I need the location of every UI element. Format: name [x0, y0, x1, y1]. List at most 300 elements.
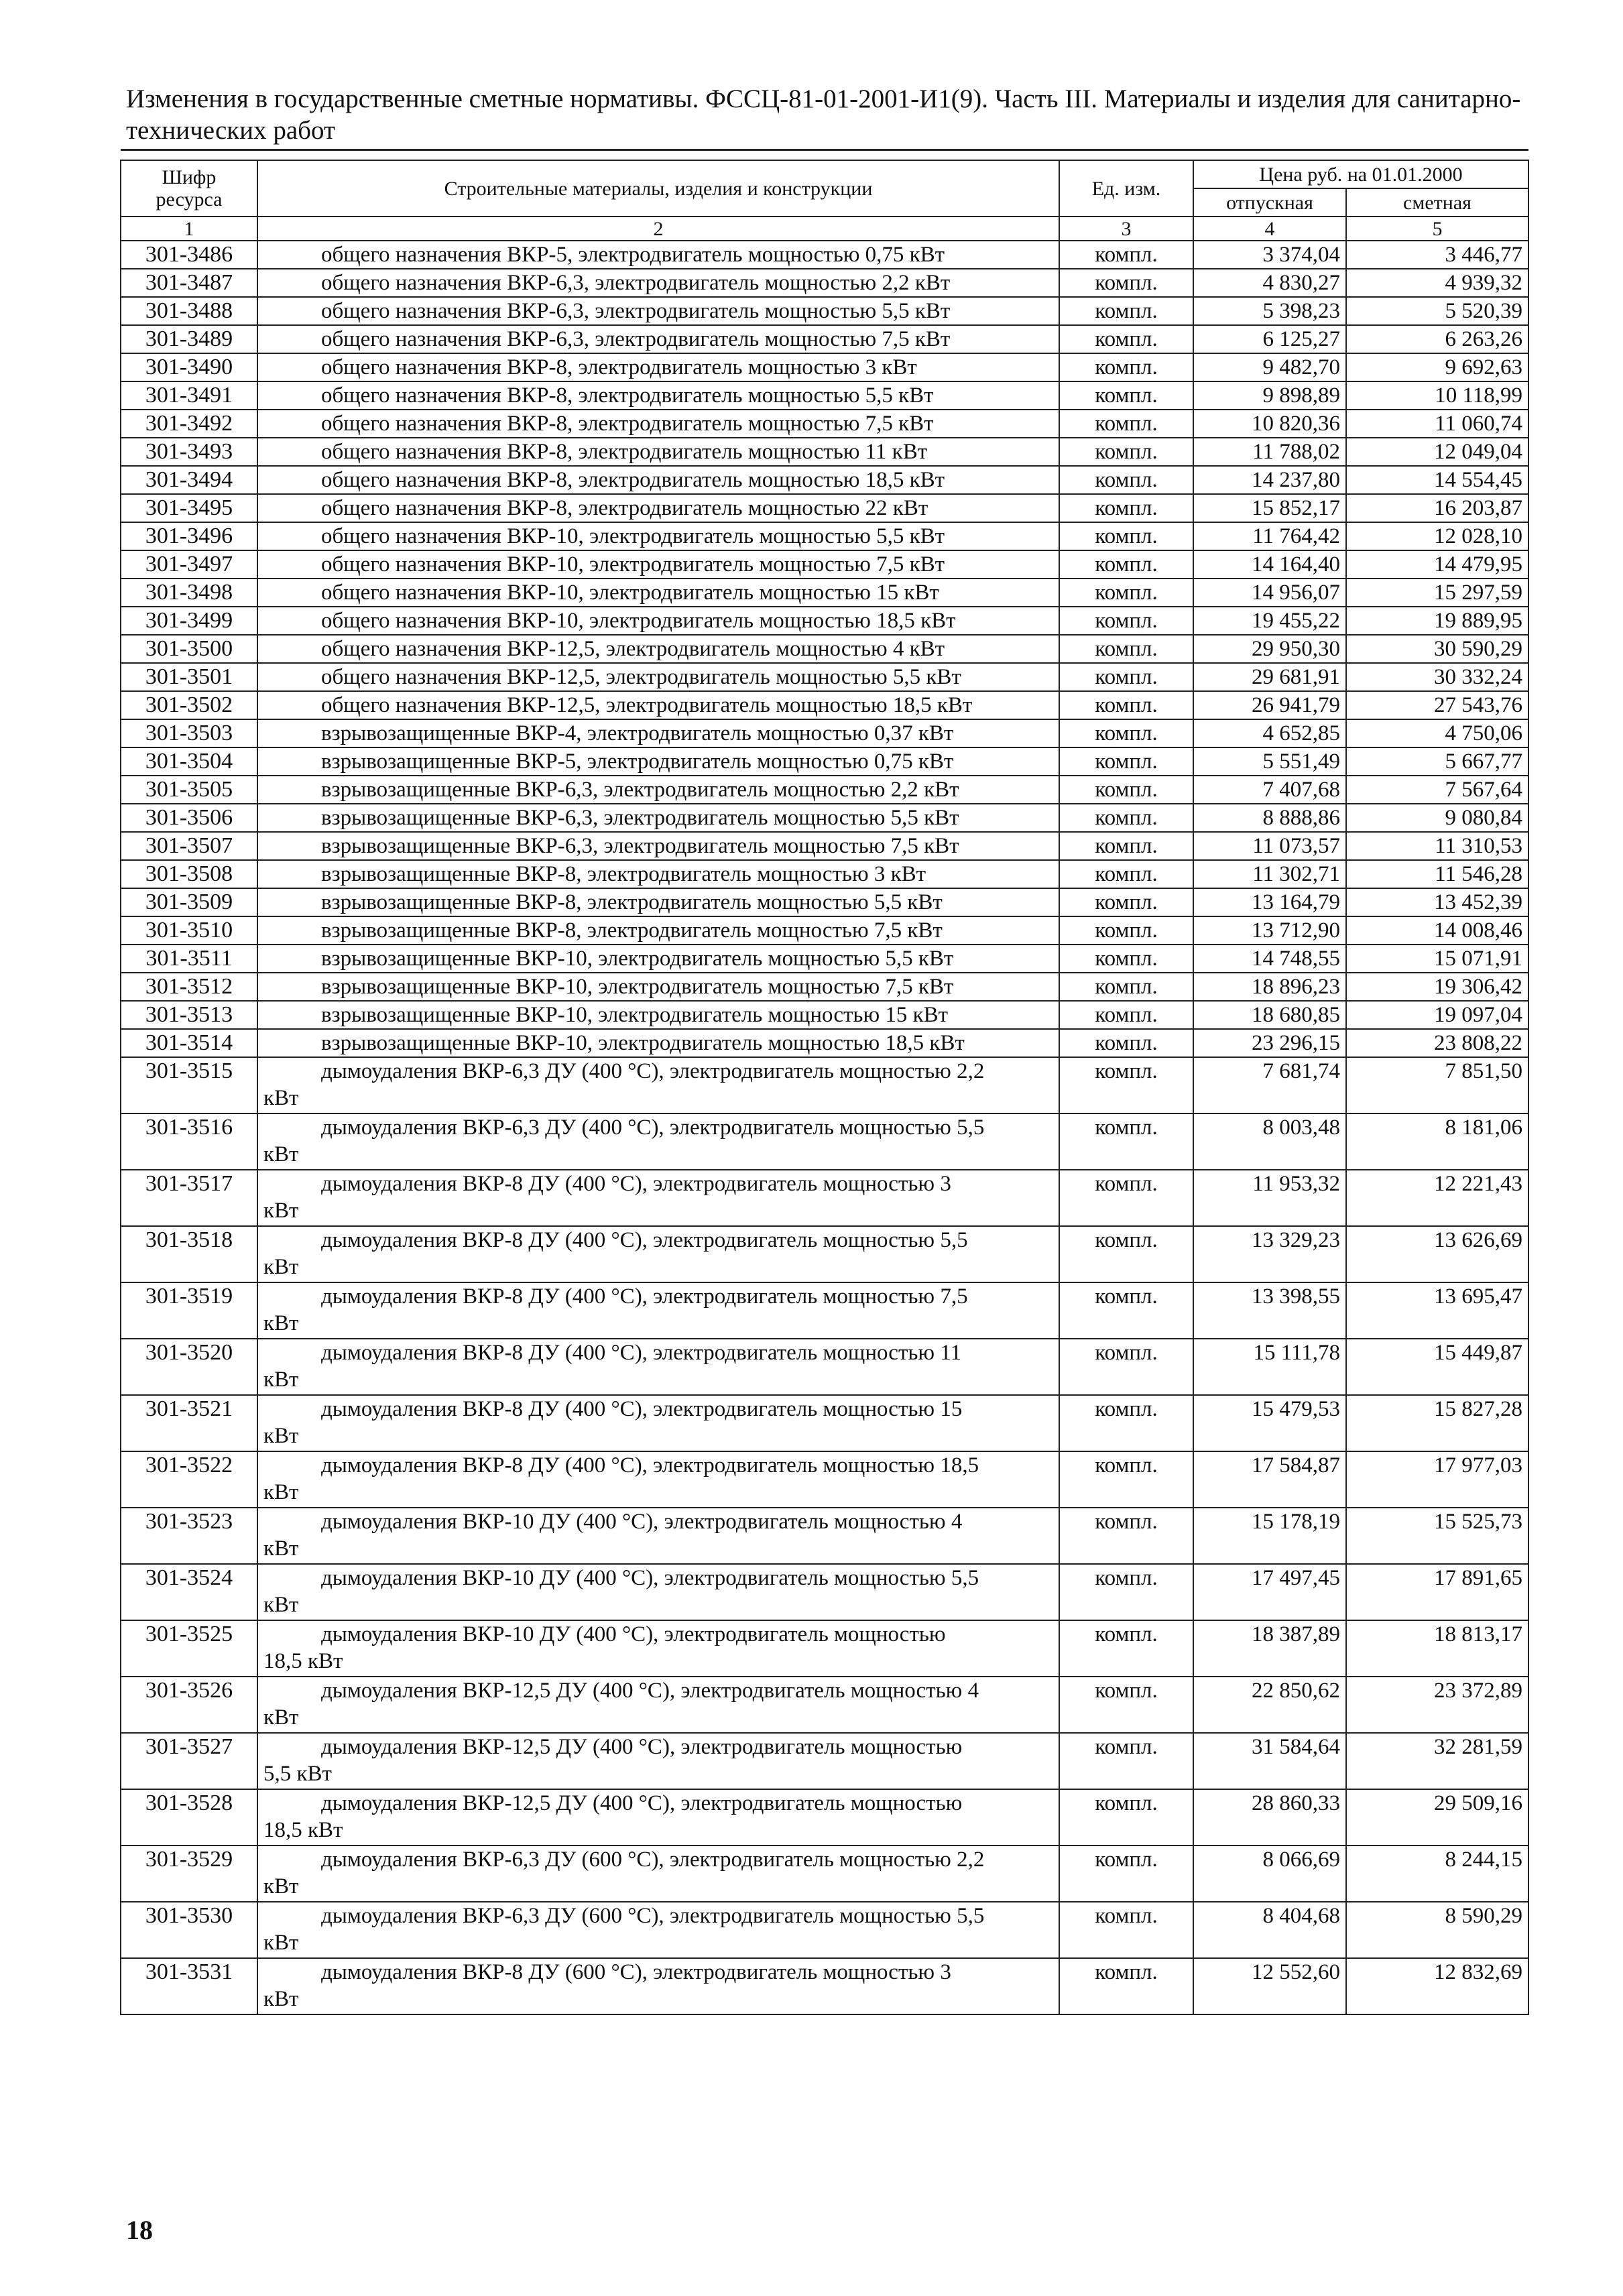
description-text: взрывозащищенные ВКР-6,3, электродвигатель мощностью 7,5 кВт: [321, 834, 959, 858]
description-text: общего назначения ВКР-6,3, электродвигатель мощностью 7,5 кВт: [321, 327, 951, 351]
resource-code-cell: 301-3524: [121, 1564, 257, 1620]
table-row: [121, 1789, 1528, 1846]
unit-cell: компл.: [1059, 1733, 1193, 1789]
release-price-cell: 11 073,57: [1193, 832, 1346, 860]
table-row: [121, 1451, 1528, 1508]
unit-cell: компл.: [1059, 438, 1193, 466]
description-cell: [257, 1113, 1059, 1170]
description-cell: [257, 353, 1059, 381]
estimate-price-cell: 8 181,06: [1346, 1113, 1528, 1170]
resource-code-cell: 301-3517: [121, 1170, 257, 1226]
estimate-price-cell: 8 244,15: [1346, 1846, 1528, 1902]
estimate-price-cell: 8 590,29: [1346, 1902, 1528, 1958]
estimate-price-cell: 23 808,22: [1346, 1029, 1528, 1057]
description-text: дымоудаления ВКР-10 ДУ (400 °С), электродвигатель мощностью 5,5: [321, 1566, 979, 1590]
estimate-price-cell: 18 813,17: [1346, 1620, 1528, 1677]
table-row: [121, 691, 1528, 719]
description-continuation: кВт: [263, 1086, 299, 1110]
unit-cell: компл.: [1059, 1395, 1193, 1451]
resource-code-cell: 301-3492: [121, 410, 257, 438]
description-text: дымоудаления ВКР-12,5 ДУ (400 °С), электродвигатель мощностью 4: [321, 1679, 979, 1703]
resource-code-cell: 301-3498: [121, 579, 257, 607]
unit-cell: компл.: [1059, 325, 1193, 353]
description-text: дымоудаления ВКР-8 ДУ (400 °С), электродвигатель мощностью 5,5: [321, 1228, 968, 1252]
description-cell: [257, 410, 1059, 438]
release-price-cell: 9 898,89: [1193, 381, 1346, 410]
unit-cell: компл.: [1059, 241, 1193, 269]
price-table: [120, 160, 1529, 2015]
unit-cell: компл.: [1059, 269, 1193, 297]
description-text: взрывозащищенные ВКР-10, электродвигатель мощностью 7,5 кВт: [321, 975, 954, 999]
estimate-price-cell: 9 080,84: [1346, 804, 1528, 832]
description-text: общего назначения ВКР-6,3, электродвигатель мощностью 5,5 кВт: [321, 299, 951, 323]
release-price-cell: 7 407,68: [1193, 776, 1346, 804]
estimate-price-cell: 15 071,91: [1346, 945, 1528, 973]
release-price-cell: 14 237,80: [1193, 466, 1346, 494]
estimate-price-cell: 30 332,24: [1346, 663, 1528, 691]
resource-code-cell: 301-3493: [121, 438, 257, 466]
description-text: взрывозащищенные ВКР-6,3, электродвигатель мощностью 2,2 кВт: [321, 778, 959, 802]
table-row: [121, 1508, 1528, 1564]
estimate-price-cell: 14 008,46: [1346, 916, 1528, 945]
description-cell: [257, 804, 1059, 832]
description-text: взрывозащищенные ВКР-4, электродвигатель мощностью 0,37 кВт: [321, 721, 954, 745]
estimate-price-cell: 15 297,59: [1346, 579, 1528, 607]
description-cell: [257, 888, 1059, 916]
description-cell: [257, 1958, 1059, 2014]
table-row: [121, 1170, 1528, 1226]
release-price-cell: 29 681,91: [1193, 663, 1346, 691]
resource-code-cell: 301-3495: [121, 494, 257, 522]
estimate-price-cell: 7 851,50: [1346, 1057, 1528, 1113]
table-row: [121, 832, 1528, 860]
unit-cell: компл.: [1059, 522, 1193, 550]
estimate-price-cell: 23 372,89: [1346, 1677, 1528, 1733]
estimate-price-cell: 13 452,39: [1346, 888, 1528, 916]
column-number: 2: [257, 217, 1059, 241]
description-text: взрывозащищенные ВКР-10, электродвигатель мощностью 5,5 кВт: [321, 947, 954, 971]
description-text: общего назначения ВКР-8, электродвигатель мощностью 5,5 кВт: [321, 383, 934, 408]
unit-cell: компл.: [1059, 1846, 1193, 1902]
description-text: дымоудаления ВКР-8 ДУ (400 °С), электродвигатель мощностью 3: [321, 1172, 951, 1196]
description-cell: [257, 325, 1059, 353]
estimate-price-cell: 11 546,28: [1346, 860, 1528, 888]
estimate-price-cell: 13 626,69: [1346, 1226, 1528, 1282]
estimate-price-cell: 15 449,87: [1346, 1339, 1528, 1395]
description-text: общего назначения ВКР-8, электродвигатель мощностью 3 кВт: [321, 355, 917, 379]
description-continuation: кВт: [263, 1199, 299, 1223]
table-row: [121, 1395, 1528, 1451]
release-price-cell: 7 681,74: [1193, 1057, 1346, 1113]
description-text: взрывозащищенные ВКР-8, электродвигатель мощностью 3 кВт: [321, 862, 926, 886]
release-price-cell: 18 387,89: [1193, 1620, 1346, 1677]
unit-cell: компл.: [1059, 691, 1193, 719]
release-price-cell: 4 830,27: [1193, 269, 1346, 297]
description-cell: [257, 1029, 1059, 1057]
estimate-price-cell: 5 520,39: [1346, 297, 1528, 325]
description-cell: [257, 438, 1059, 466]
estimate-price-cell: 30 590,29: [1346, 635, 1528, 663]
resource-code-cell: 301-3520: [121, 1339, 257, 1395]
resource-code-cell: 301-3487: [121, 269, 257, 297]
table-row: [121, 1057, 1528, 1113]
unit-cell: компл.: [1059, 381, 1193, 410]
release-price-cell: 17 497,45: [1193, 1564, 1346, 1620]
description-text: общего назначения ВКР-10, электродвигатель мощностью 15 кВт: [321, 581, 939, 605]
description-cell: [257, 607, 1059, 635]
description-cell: [257, 579, 1059, 607]
table-row: [121, 1733, 1528, 1789]
page-number: 18: [126, 2215, 153, 2245]
unit-cell: компл.: [1059, 747, 1193, 776]
description-continuation: кВт: [263, 1705, 299, 1730]
header-rule: [121, 149, 1528, 151]
column-header-description: Строительные материалы, изделия и конструкции: [257, 160, 1059, 217]
release-price-cell: 8 404,68: [1193, 1902, 1346, 1958]
release-price-cell: 9 482,70: [1193, 353, 1346, 381]
unit-cell: компл.: [1059, 1170, 1193, 1226]
column-header-release-price: отпускная: [1193, 188, 1346, 217]
table-row: [121, 1282, 1528, 1339]
description-continuation: 18,5 кВт: [263, 1818, 343, 1842]
unit-cell: компл.: [1059, 410, 1193, 438]
release-price-cell: 14 748,55: [1193, 945, 1346, 973]
estimate-price-cell: 29 509,16: [1346, 1789, 1528, 1846]
description-cell: [257, 550, 1059, 579]
unit-cell: компл.: [1059, 719, 1193, 747]
table-row: [121, 579, 1528, 607]
description-continuation: кВт: [263, 1142, 299, 1166]
unit-cell: компл.: [1059, 916, 1193, 945]
release-price-cell: 15 479,53: [1193, 1395, 1346, 1451]
table-row: [121, 663, 1528, 691]
description-continuation: кВт: [263, 1311, 299, 1335]
table-row: [121, 1902, 1528, 1958]
unit-cell: компл.: [1059, 776, 1193, 804]
resource-code-cell: 301-3525: [121, 1620, 257, 1677]
table-row: [121, 1677, 1528, 1733]
resource-code-cell: 301-3507: [121, 832, 257, 860]
table-row: [121, 1958, 1528, 2014]
column-header-price: Цена руб. на 01.01.2000: [1193, 160, 1528, 188]
resource-code-cell: 301-3499: [121, 607, 257, 635]
unit-cell: компл.: [1059, 888, 1193, 916]
resource-code-cell: 301-3511: [121, 945, 257, 973]
description-cell: [257, 1902, 1059, 1958]
resource-code-cell: 301-3486: [121, 241, 257, 269]
release-price-cell: 13 329,23: [1193, 1226, 1346, 1282]
description-cell: [257, 1451, 1059, 1508]
description-cell: [257, 691, 1059, 719]
description-cell: [257, 1339, 1059, 1395]
unit-cell: компл.: [1059, 494, 1193, 522]
resource-code-cell: 301-3504: [121, 747, 257, 776]
resource-code-cell: 301-3529: [121, 1846, 257, 1902]
description-cell: [257, 494, 1059, 522]
resource-code-cell: 301-3491: [121, 381, 257, 410]
release-price-cell: 8 066,69: [1193, 1846, 1346, 1902]
table-row: [121, 945, 1528, 973]
description-continuation: кВт: [263, 1593, 299, 1617]
description-text: общего назначения ВКР-8, электродвигатель мощностью 7,5 кВт: [321, 412, 934, 436]
unit-cell: компл.: [1059, 1282, 1193, 1339]
resource-code-cell: 301-3502: [121, 691, 257, 719]
table-row: [121, 522, 1528, 550]
resource-code-cell: 301-3510: [121, 916, 257, 945]
description-cell: [257, 269, 1059, 297]
table-row: [121, 888, 1528, 916]
release-price-cell: 10 820,36: [1193, 410, 1346, 438]
resource-code-cell: 301-3512: [121, 973, 257, 1001]
description-continuation: кВт: [263, 1424, 299, 1448]
description-text: общего назначения ВКР-12,5, электродвигатель мощностью 5,5 кВт: [321, 665, 961, 689]
unit-cell: компл.: [1059, 1789, 1193, 1846]
description-continuation: кВт: [263, 1480, 299, 1504]
release-price-cell: 26 941,79: [1193, 691, 1346, 719]
estimate-price-cell: 7 567,64: [1346, 776, 1528, 804]
resource-code-cell: 301-3505: [121, 776, 257, 804]
resource-code-cell: 301-3506: [121, 804, 257, 832]
description-text: взрывозащищенные ВКР-6,3, электродвигатель мощностью 5,5 кВт: [321, 806, 959, 830]
release-price-cell: 18 896,23: [1193, 973, 1346, 1001]
column-number-row: [121, 217, 1528, 241]
table-row: [121, 494, 1528, 522]
unit-cell: компл.: [1059, 607, 1193, 635]
table-row: [121, 860, 1528, 888]
description-cell: [257, 719, 1059, 747]
description-cell: [257, 522, 1059, 550]
description-text: дымоудаления ВКР-6,3 ДУ (600 °С), электродвигатель мощностью 2,2: [321, 1848, 985, 1872]
table-row: [121, 381, 1528, 410]
release-price-cell: 15 178,19: [1193, 1508, 1346, 1564]
description-text: общего назначения ВКР-8, электродвигатель мощностью 18,5 кВт: [321, 468, 945, 492]
column-number: 4: [1193, 217, 1346, 241]
release-price-cell: 13 398,55: [1193, 1282, 1346, 1339]
release-price-cell: 28 860,33: [1193, 1789, 1346, 1846]
description-text: дымоудаления ВКР-8 ДУ (400 °С), электродвигатель мощностью 7,5: [321, 1284, 968, 1309]
resource-code-cell: 301-3519: [121, 1282, 257, 1339]
column-number: 5: [1346, 217, 1528, 241]
description-cell: [257, 635, 1059, 663]
table-row: [121, 297, 1528, 325]
description-continuation: кВт: [263, 1987, 299, 2011]
table-row: [121, 1113, 1528, 1170]
estimate-price-cell: 11 060,74: [1346, 410, 1528, 438]
estimate-price-cell: 14 554,45: [1346, 466, 1528, 494]
table-row: [121, 1339, 1528, 1395]
description-text: общего назначения ВКР-12,5, электродвигатель мощностью 4 кВт: [321, 637, 945, 661]
unit-cell: компл.: [1059, 1508, 1193, 1564]
resource-code-cell: 301-3531: [121, 1958, 257, 2014]
resource-code-cell: 301-3490: [121, 353, 257, 381]
resource-code-cell: 301-3515: [121, 1057, 257, 1113]
description-text: дымоудаления ВКР-8 ДУ (400 °С), электродвигатель мощностью 11: [321, 1341, 962, 1365]
unit-cell: компл.: [1059, 1451, 1193, 1508]
release-price-cell: 8 003,48: [1193, 1113, 1346, 1170]
estimate-price-cell: 12 221,43: [1346, 1170, 1528, 1226]
unit-cell: компл.: [1059, 1226, 1193, 1282]
description-cell: [257, 241, 1059, 269]
estimate-price-cell: 19 306,42: [1346, 973, 1528, 1001]
description-continuation: 18,5 кВт: [263, 1649, 343, 1673]
release-price-cell: 8 888,86: [1193, 804, 1346, 832]
table-row: [121, 353, 1528, 381]
release-price-cell: 29 950,30: [1193, 635, 1346, 663]
description-cell: [257, 832, 1059, 860]
unit-cell: компл.: [1059, 804, 1193, 832]
unit-cell: компл.: [1059, 635, 1193, 663]
column-number: 1: [121, 217, 257, 241]
resource-code-cell: 301-3513: [121, 1001, 257, 1029]
description-text: общего назначения ВКР-8, электродвигатель мощностью 11 кВт: [321, 440, 928, 464]
description-cell: [257, 381, 1059, 410]
estimate-price-cell: 6 263,26: [1346, 325, 1528, 353]
description-cell: [257, 1733, 1059, 1789]
table-row: [121, 1029, 1528, 1057]
resource-code-cell: 301-3518: [121, 1226, 257, 1282]
unit-cell: компл.: [1059, 1620, 1193, 1677]
description-cell: [257, 1789, 1059, 1846]
description-text: взрывозащищенные ВКР-8, электродвигатель мощностью 5,5 кВт: [321, 890, 943, 914]
resource-code-cell: 301-3500: [121, 635, 257, 663]
description-text: взрывозащищенные ВКР-8, электродвигатель мощностью 7,5 кВт: [321, 918, 943, 943]
page-header: Изменения в государственные сметные нормативы. ФССЦ-81-01-2001-И1(9). Часть III. Материалы и изделия для санитарно-технических работ: [126, 84, 1521, 145]
table-row: [121, 550, 1528, 579]
release-price-cell: 22 850,62: [1193, 1677, 1346, 1733]
unit-cell: компл.: [1059, 860, 1193, 888]
description-text: общего назначения ВКР-6,3, электродвигатель мощностью 2,2 кВт: [321, 271, 951, 295]
description-text: взрывозащищенные ВКР-10, электродвигатель мощностью 15 кВт: [321, 1003, 949, 1027]
description-continuation: кВт: [263, 1536, 299, 1561]
table-row: [121, 635, 1528, 663]
description-text: общего назначения ВКР-12,5, электродвигатель мощностью 18,5 кВт: [321, 693, 973, 717]
description-cell: [257, 663, 1059, 691]
estimate-price-cell: 3 446,77: [1346, 241, 1528, 269]
description-text: общего назначения ВКР-10, электродвигатель мощностью 18,5 кВт: [321, 609, 956, 633]
release-price-cell: 11 764,42: [1193, 522, 1346, 550]
description-text: дымоудаления ВКР-6,3 ДУ (600 °С), электродвигатель мощностью 5,5: [321, 1904, 985, 1928]
table-row: [121, 1001, 1528, 1029]
resource-code-cell: 301-3523: [121, 1508, 257, 1564]
description-text: дымоудаления ВКР-8 ДУ (600 °С), электродвигатель мощностью 3: [321, 1960, 951, 1984]
description-continuation: кВт: [263, 1255, 299, 1279]
unit-cell: компл.: [1059, 579, 1193, 607]
description-continuation: кВт: [263, 1931, 299, 1955]
resource-code-cell: 301-3516: [121, 1113, 257, 1170]
description-cell: [257, 1620, 1059, 1677]
resource-code-cell: 301-3530: [121, 1902, 257, 1958]
resource-code-cell: 301-3501: [121, 663, 257, 691]
release-price-cell: 5 551,49: [1193, 747, 1346, 776]
unit-cell: компл.: [1059, 1029, 1193, 1057]
table-row: [121, 1564, 1528, 1620]
release-price-cell: 14 956,07: [1193, 579, 1346, 607]
estimate-price-cell: 4 939,32: [1346, 269, 1528, 297]
description-cell: [257, 747, 1059, 776]
description-cell: [257, 973, 1059, 1001]
table-row: [121, 1620, 1528, 1677]
description-text: общего назначения ВКР-8, электродвигатель мощностью 22 кВт: [321, 496, 928, 520]
table-row: [121, 973, 1528, 1001]
description-cell: [257, 1057, 1059, 1113]
estimate-price-cell: 14 479,95: [1346, 550, 1528, 579]
release-price-cell: 13 164,79: [1193, 888, 1346, 916]
unit-cell: компл.: [1059, 297, 1193, 325]
unit-cell: компл.: [1059, 1902, 1193, 1958]
release-price-cell: 11 788,02: [1193, 438, 1346, 466]
estimate-price-cell: 12 832,69: [1346, 1958, 1528, 2014]
estimate-price-cell: 4 750,06: [1346, 719, 1528, 747]
description-cell: [257, 297, 1059, 325]
description-text: дымоудаления ВКР-12,5 ДУ (400 °С), электродвигатель мощностью: [321, 1735, 963, 1759]
description-continuation: кВт: [263, 1368, 299, 1392]
column-header-estimate-price: сметная: [1346, 188, 1528, 217]
unit-cell: компл.: [1059, 945, 1193, 973]
table-row: [121, 410, 1528, 438]
release-price-cell: 18 680,85: [1193, 1001, 1346, 1029]
estimate-price-cell: 17 977,03: [1346, 1451, 1528, 1508]
release-price-cell: 23 296,15: [1193, 1029, 1346, 1057]
description-text: общего назначения ВКР-10, электродвигатель мощностью 7,5 кВт: [321, 552, 945, 577]
table-row: [121, 804, 1528, 832]
description-continuation: 5,5 кВт: [263, 1762, 332, 1786]
description-cell: [257, 1395, 1059, 1451]
description-cell: [257, 1170, 1059, 1226]
estimate-price-cell: 12 049,04: [1346, 438, 1528, 466]
unit-cell: компл.: [1059, 550, 1193, 579]
description-continuation: кВт: [263, 1874, 299, 1898]
description-text: дымоудаления ВКР-6,3 ДУ (400 °С), электродвигатель мощностью 5,5: [321, 1115, 985, 1140]
release-price-cell: 13 712,90: [1193, 916, 1346, 945]
unit-cell: компл.: [1059, 1958, 1193, 2014]
estimate-price-cell: 16 203,87: [1346, 494, 1528, 522]
estimate-price-cell: 15 827,28: [1346, 1395, 1528, 1451]
table-row: [121, 1226, 1528, 1282]
table-row: [121, 466, 1528, 494]
unit-cell: компл.: [1059, 353, 1193, 381]
description-cell: [257, 1226, 1059, 1282]
description-text: дымоудаления ВКР-6,3 ДУ (400 °С), электродвигатель мощностью 2,2: [321, 1059, 985, 1083]
resource-code-cell: 301-3522: [121, 1451, 257, 1508]
resource-code-cell: 301-3514: [121, 1029, 257, 1057]
table-row: [121, 719, 1528, 747]
estimate-price-cell: 19 889,95: [1346, 607, 1528, 635]
unit-cell: компл.: [1059, 832, 1193, 860]
description-text: взрывозащищенные ВКР-10, электродвигатель мощностью 18,5 кВт: [321, 1031, 965, 1055]
description-text: дымоудаления ВКР-12,5 ДУ (400 °С), электродвигатель мощностью: [321, 1791, 963, 1815]
resource-code-cell: 301-3509: [121, 888, 257, 916]
table-row: [121, 1846, 1528, 1902]
release-price-cell: 19 455,22: [1193, 607, 1346, 635]
estimate-price-cell: 9 692,63: [1346, 353, 1528, 381]
resource-code-cell: 301-3497: [121, 550, 257, 579]
resource-code-cell: 301-3521: [121, 1395, 257, 1451]
release-price-cell: 17 584,87: [1193, 1451, 1346, 1508]
column-number: 3: [1059, 217, 1193, 241]
unit-cell: компл.: [1059, 1339, 1193, 1395]
description-text: общего назначения ВКР-10, электродвигатель мощностью 5,5 кВт: [321, 524, 945, 548]
description-text: дымоудаления ВКР-8 ДУ (400 °С), электродвигатель мощностью 15: [321, 1397, 963, 1421]
release-price-cell: 14 164,40: [1193, 550, 1346, 579]
column-header-unit: Ед. изм.: [1059, 160, 1193, 217]
estimate-price-cell: 15 525,73: [1346, 1508, 1528, 1564]
description-cell: [257, 1677, 1059, 1733]
unit-cell: компл.: [1059, 1113, 1193, 1170]
description-text: дымоудаления ВКР-10 ДУ (400 °С), электродвигатель мощностью 4: [321, 1510, 963, 1534]
resource-code-cell: 301-3494: [121, 466, 257, 494]
description-text: общего назначения ВКР-5, электродвигатель мощностью 0,75 кВт: [321, 243, 945, 267]
table-row: [121, 607, 1528, 635]
